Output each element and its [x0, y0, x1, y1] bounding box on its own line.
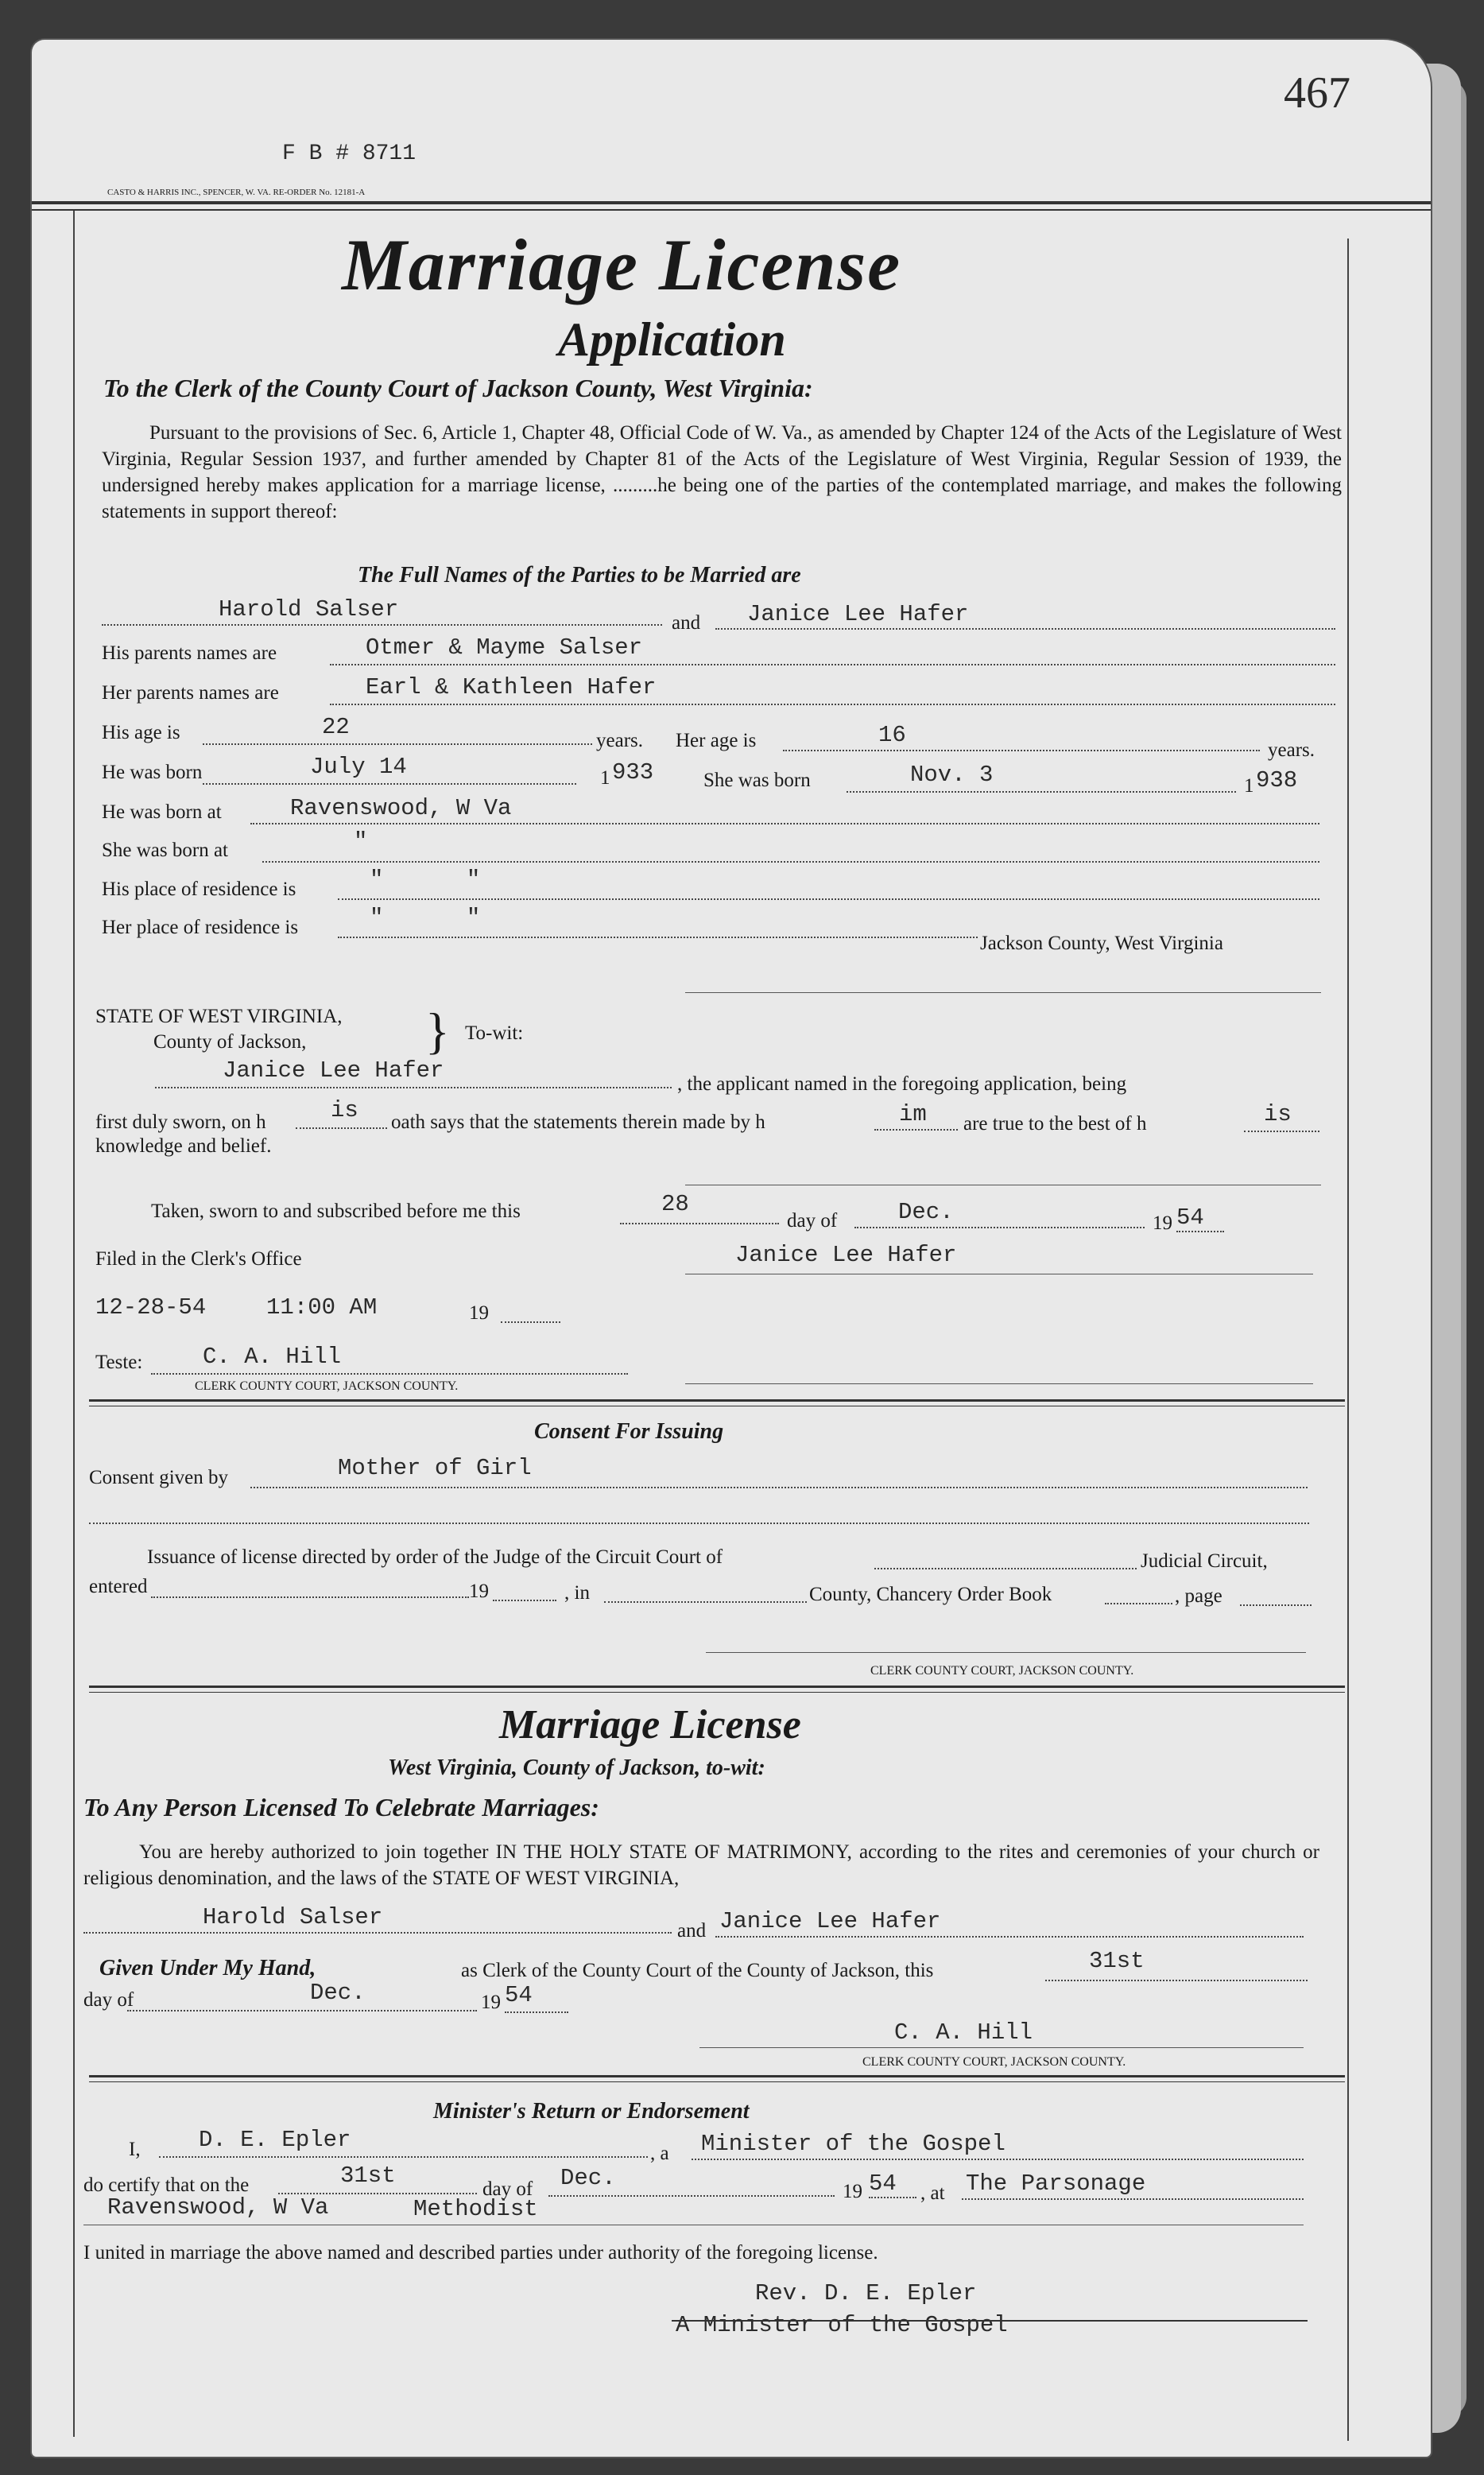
his-parents-label: His parents names are [102, 642, 277, 664]
file-reference: F B # 8711 [282, 142, 417, 166]
affidavit-to-wit: To-wit: [465, 1022, 524, 1044]
groom-line [102, 624, 662, 626]
she-born-at-line [262, 861, 1319, 863]
and-label: and [672, 612, 701, 634]
his-residence-label: His place of residence is [102, 879, 296, 900]
minister-location: Ravenswood, W Va [107, 2194, 329, 2221]
sworn-year: 54 [1176, 1205, 1204, 1231]
consent-given-by: Mother of Girl [338, 1455, 532, 1481]
given-text: as Clerk of the County Court of the County of Jackson, this [461, 1960, 934, 1981]
she-born-at-label: She was born at [102, 840, 228, 861]
affiant-name: Janice Lee Hafer [223, 1057, 444, 1084]
consent-heading: Consent For Issuing [534, 1419, 724, 1444]
consent-clerk-caption: CLERK COUNTY COURT, JACKSON COUNTY. [870, 1664, 1134, 1678]
page-label: , page [1175, 1585, 1222, 1607]
page-number: 467 [1284, 68, 1350, 118]
sworn-day-of-label: day of [787, 1210, 838, 1232]
issuance-text: Issuance of license directed by order of the Judge of the Circuit Court of [147, 1546, 723, 1568]
right-border [1347, 239, 1349, 2441]
his-parents-line [330, 664, 1335, 665]
pronoun-2-line [874, 1129, 958, 1131]
section-rule-2 [89, 1686, 1345, 1688]
intro-paragraph: Pursuant to the provisions of Sec. 6, Article 1, Chapter 48, Official Code of W. Va., as amended by Chapter 124 of the Acts of the Legislature of West Virginia, Regular Session 1937, and further amended by Chapter 81 of the Acts of the Legislature of West Virginia, Regular Session of 1939, the undersigned hereby makes application for a marriage license, .........he being one of the parties of the contemplated marriage, and makes the following statements in support thereof: [102, 422, 1342, 522]
license-clerk-caption: CLERK COUNTY COURT, JACKSON COUNTY. [862, 2055, 1126, 2069]
he-born-at-label: He was born at [102, 801, 222, 823]
consent-given-label: Consent given by [89, 1467, 228, 1488]
consent-line [250, 1487, 1308, 1488]
filed-date: 12-28-54 [95, 1294, 207, 1321]
minister-signature-line [672, 2320, 1308, 2322]
minister-title-line [692, 2159, 1304, 2160]
in-line [604, 1601, 807, 1603]
affiant-line [155, 1087, 672, 1088]
authorization-text: You are hereby authorized to join together IN THE HOLY STATE OF MATRIMONY, according to the rites and ceremonies of your church or religious denomination, and the laws of the STATE OF WEST VIRGINIA, [83, 1841, 1319, 1889]
minister-i-label: I, [129, 2139, 141, 2160]
minister-a-label: , a [650, 2143, 669, 2164]
minister-year-prefix: 19 [843, 2181, 862, 2202]
her-parents-label: Her parents names are [102, 682, 279, 704]
her-years-label: years. [1268, 739, 1315, 761]
license-clerk-line [699, 2047, 1304, 2048]
printer-line: CASTO & HARRIS INC., SPENCER, W. VA. RE-ORDER No. 12181-A [107, 188, 366, 197]
his-parents: Otmer & Mayme Salser [366, 634, 643, 661]
entered-19: 19 [469, 1581, 489, 1602]
consent-line-2 [89, 1523, 1309, 1524]
section-rule-3 [89, 2075, 1345, 2077]
circuit-line [874, 1568, 1137, 1569]
she-born-date: Nov. 3 [910, 762, 994, 788]
teste-label: Teste: [95, 1352, 143, 1373]
minister-month: Dec. [560, 2165, 616, 2191]
title: Marriage License [342, 224, 902, 305]
affidavit-text-1: , the applicant named in the foregoing application, being [677, 1073, 1127, 1095]
teste-line [151, 1373, 628, 1375]
groom-name: Harold Salser [219, 596, 399, 623]
record-page [32, 40, 1431, 2457]
he-born-date: July 14 [310, 754, 407, 780]
affidavit-state: STATE OF WEST VIRGINIA, [95, 1006, 343, 1027]
affidavit-pronoun-2: im [899, 1101, 927, 1127]
consent-signature-line [706, 1652, 1306, 1653]
entered-label: entered [89, 1576, 148, 1597]
minister-heading: Minister's Return or Endorsement [433, 2099, 750, 2124]
given-under-label: Given Under My Hand, [99, 1956, 316, 1980]
license-and-label: and [677, 1920, 707, 1942]
her-parents-line [330, 704, 1335, 705]
minister-name: D. E. Epler [199, 2127, 351, 2153]
his-age-line [203, 743, 592, 745]
she-born-label: She was born [703, 770, 811, 791]
minister-day-of-label: day of [482, 2178, 533, 2200]
she-born-year-prefix: 1 [1244, 775, 1254, 797]
sworn-label: Taken, sworn to and subscribed before me this [151, 1201, 521, 1222]
affidavit-text-2b: oath says that the statements therein made by h [391, 1111, 765, 1133]
section-rule-3b [89, 2081, 1345, 2082]
he-born-year: 933 [612, 759, 654, 786]
in-label: , in [564, 1582, 590, 1604]
affidavit-text-2c: are true to the best of h [963, 1113, 1147, 1135]
minister-name-line [159, 2156, 648, 2158]
to-any-person: To Any Person Licensed To Celebrate Marriages: [83, 1793, 599, 1821]
sworn-month-line [854, 1227, 1145, 1228]
minister-place-line [962, 2198, 1304, 2200]
minister-signature-title: A Minister of the Gospel [676, 2312, 1008, 2338]
given-year-prefix: 19 [481, 1992, 501, 2013]
given-year-line [505, 2011, 568, 2013]
subtitle: Application [558, 313, 786, 366]
he-born-at-line [250, 823, 1319, 824]
bride-name: Janice Lee Hafer [747, 601, 969, 627]
page-line [1240, 1604, 1312, 1606]
affidavit-text-3: knowledge and belief. [95, 1135, 272, 1157]
section-rule-2b [89, 1692, 1345, 1693]
left-border [73, 211, 75, 2437]
residence-extra-line [685, 992, 1321, 993]
minister-year-line [869, 2197, 916, 2198]
county-suffix: Jackson County, West Virginia [980, 933, 1223, 954]
top-rule-2 [32, 209, 1431, 211]
sworn-year-line [1176, 1231, 1224, 1232]
sworn-month: Dec. [898, 1199, 954, 1225]
affiant-signature: Janice Lee Hafer [735, 1242, 957, 1268]
affidavit-text-2a: first duly sworn, on h [95, 1111, 266, 1133]
section-rule-1 [89, 1399, 1345, 1402]
license-heading: Marriage License [499, 1702, 801, 1748]
he-born-year-prefix: 1 [600, 767, 610, 789]
sworn-day-line [620, 1223, 779, 1224]
license-groom-name: Harold Salser [203, 1904, 383, 1930]
teste-name: C. A. Hill [203, 1344, 342, 1370]
minister-at-label: , at [920, 2182, 945, 2204]
given-month-line [127, 2010, 477, 2011]
pronoun-3-line [1244, 1131, 1319, 1132]
top-rule [32, 201, 1431, 204]
license-groom-line [83, 1932, 672, 1934]
minister-place: The Parsonage [966, 2170, 1146, 2197]
chancery-line [1105, 1603, 1172, 1604]
minister-year: 54 [869, 2170, 897, 2197]
certify-label: do certify that on the [83, 2174, 250, 2196]
he-born-label: He was born [102, 762, 203, 783]
given-year: 54 [505, 1982, 533, 2008]
pronoun-1-line [296, 1127, 387, 1129]
minister-church: Methodist [413, 2196, 538, 2222]
affidavit-pronoun-3: is [1264, 1101, 1292, 1127]
judicial-circuit-label: Judicial Circuit, [1141, 1550, 1268, 1572]
minister-title: Minister of the Gospel [701, 2131, 1005, 2157]
given-day: 31st [1089, 1948, 1145, 1974]
her-residence-line [338, 937, 978, 938]
she-born-line [847, 791, 1236, 793]
her-residence-label: Her place of residence is [102, 917, 299, 938]
sworn-year-prefix: 19 [1153, 1212, 1172, 1234]
his-age: 22 [322, 714, 350, 740]
his-age-label: His age is [102, 722, 180, 743]
affidavit-county: County of Jackson, [153, 1031, 307, 1053]
entered-19-line [493, 1600, 556, 1601]
minister-signature: Rev. D. E. Epler [755, 2280, 977, 2306]
his-residence: " " [370, 867, 481, 893]
her-age: 16 [878, 722, 906, 748]
filed-19: 19 [469, 1302, 489, 1324]
parties-heading: The Full Names of the Parties to be Married are [358, 563, 801, 588]
entered-line [151, 1596, 469, 1598]
minister-month-line [548, 2195, 835, 2197]
filed-label: Filed in the Clerk's Office [95, 1248, 302, 1270]
affidavit-right-line [685, 1383, 1313, 1384]
filed-19-line [501, 1321, 560, 1323]
united-text: I united in marriage the above named and described parties under authority of the foregoing license. [83, 2242, 878, 2264]
minister-day: 31st [340, 2163, 396, 2189]
filed-time: 11:00 AM [266, 1294, 378, 1321]
her-age-line [783, 750, 1260, 751]
her-age-label: Her age is [676, 730, 757, 751]
license-bride-name: Janice Lee Hafer [719, 1908, 941, 1934]
her-parents: Earl & Kathleen Hafer [366, 674, 657, 700]
given-day-of-label: day of [83, 1989, 134, 2011]
sworn-day: 28 [661, 1191, 689, 1217]
license-county-line: West Virginia, County of Jackson, to-wit: [388, 1755, 765, 1780]
address-line: To the Clerk of the County Court of Jackson County, West Virginia: [103, 374, 813, 402]
she-born-at: " [354, 828, 368, 855]
license-clerk-signature: C. A. Hill [894, 2019, 1033, 2046]
license-bride-line [715, 1936, 1304, 1938]
her-residence: " " [370, 905, 481, 931]
given-day-line [1045, 1980, 1308, 1981]
county-chancery-label: County, Chancery Order Book [809, 1584, 1052, 1605]
affidavit-brace: } [425, 1003, 450, 1059]
he-born-line [203, 783, 576, 785]
teste-clerk-caption: CLERK COUNTY COURT, JACKSON COUNTY. [195, 1379, 459, 1393]
he-born-at: Ravenswood, W Va [290, 795, 512, 821]
affidavit-pronoun-1: is [331, 1097, 358, 1123]
bride-line [715, 628, 1335, 630]
his-residence-line [338, 898, 1319, 900]
given-month: Dec. [310, 1980, 366, 2006]
she-born-year: 938 [1256, 767, 1298, 793]
his-years-label: years. [596, 730, 643, 751]
